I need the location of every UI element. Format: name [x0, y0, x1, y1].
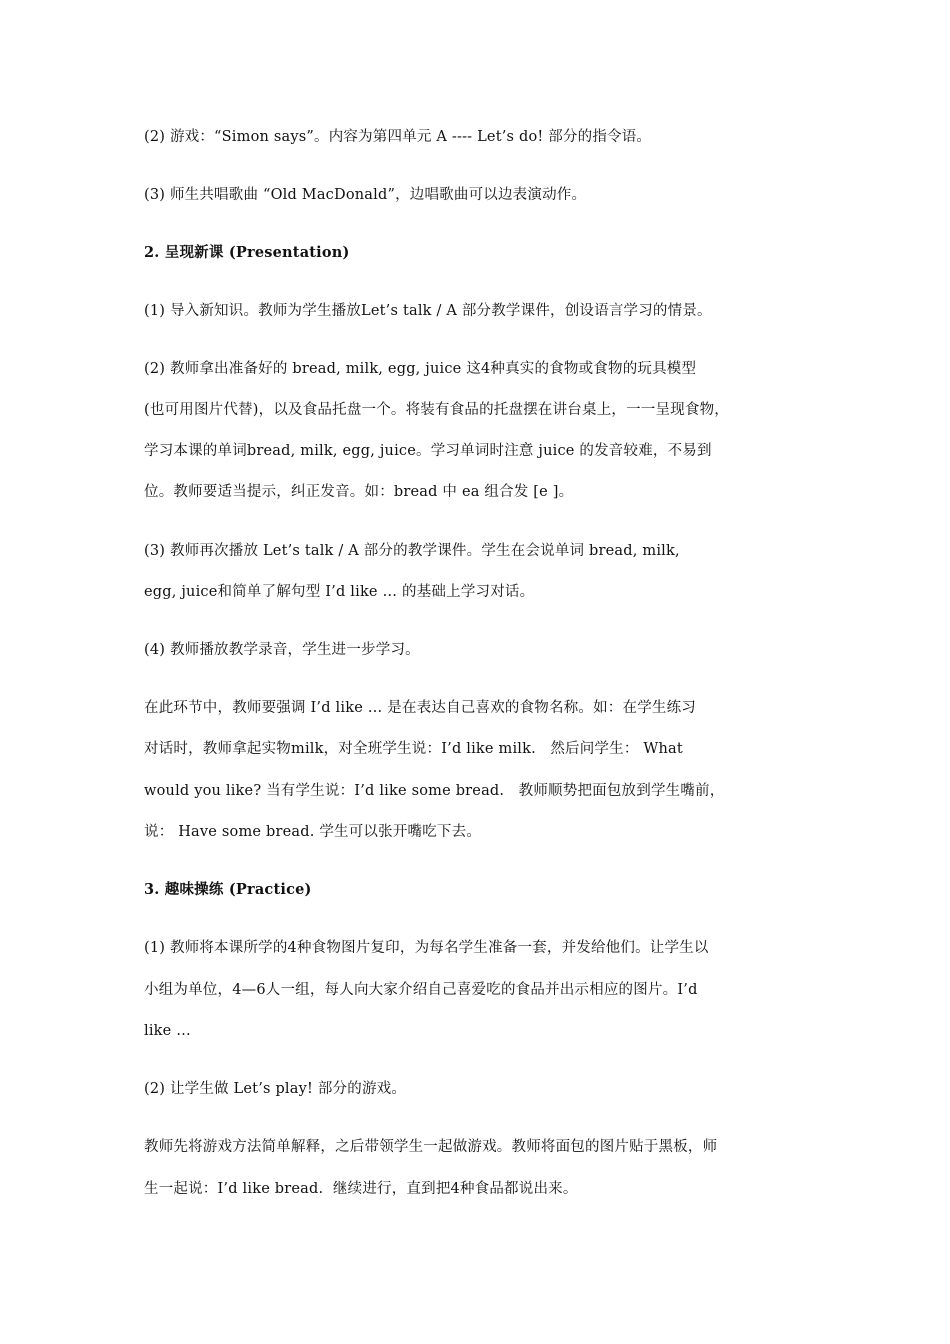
emphasis-paragraph-line-1: 在此环节中，教师要强调 I’d like … 是在表达自己喜欢的食物名称。如：在学生练习 [144, 700, 696, 716]
presentation-step-3-line-1: (3) 教师再次播放 Let’s talk / A 部分的教学课件。学生在会说单词 bread, milk, [144, 543, 680, 559]
activity-song: (3) 师生共唱歌曲 “Old MacDonald”，边唱歌曲可以边表演动作。 [144, 187, 587, 203]
presentation-step-2-line-2: (也可用图片代替)，以及食品托盘一个。将装有食品的托盘摆在讲台桌上，一一呈现食物， [144, 402, 730, 418]
presentation-step-3-line-2: egg, juice和简单了解句型 I’d like … 的基础上学习对话。 [144, 584, 535, 600]
activity-simon-says: (2) 游戏：“Simon says”。内容为第四单元 A ---- Let’s do! 部分的指令语。 [144, 129, 652, 145]
emphasis-paragraph-line-4: 说： Have some bread. 学生可以张开嘴吃下去。 [144, 824, 482, 840]
section-heading-practice: 3. 趣味操练 (Practice) [144, 881, 312, 898]
emphasis-paragraph-line-2: 对话时，教师拿起实物milk，对全班学生说：I’d like milk. 然后问学生： What [144, 741, 683, 757]
emphasis-paragraph-line-3: would you like? 当有学生说：I’d like some bread. 教师顺势把面包放到学生嘴前， [144, 783, 725, 799]
game-paragraph-line-2: 生一起说：I’d like bread. 继续进行，直到把4种食品都说出来。 [144, 1181, 578, 1197]
presentation-step-2-line-3: 学习本课的单词bread, milk, egg, juice。学习单词时注意 juice 的发音较难，不易到 [144, 443, 712, 459]
presentation-step-2-line-4: 位。教师要适当提示，纠正发音。如：bread 中 ea 组合发 [e ]。 [144, 484, 574, 500]
presentation-step-1: (1) 导入新知识。教师为学生播放Let’s talk / A 部分教学课件，创设语言学习的情景。 [144, 303, 712, 319]
practice-step-1-line-2: 小组为单位，4—6人一组，每人向大家介绍自己喜爱吃的食品并出示相应的图片。I’d [144, 982, 698, 998]
section-heading-presentation: 2. 呈现新课 (Presentation) [144, 244, 350, 261]
presentation-step-4: (4) 教师播放教学录音，学生进一步学习。 [144, 642, 420, 658]
presentation-step-2-line-1: (2) 教师拿出准备好的 bread, milk, egg, juice 这4种真实的食物或食物的玩具模型 [144, 361, 697, 377]
practice-step-1-line-1: (1) 教师将本课所学的4种食物图片复印，为每名学生准备一套，并发给他们。让学生以 [144, 940, 709, 956]
practice-step-1-line-3: like … [144, 1023, 191, 1039]
game-paragraph-line-1: 教师先将游戏方法简单解释，之后带领学生一起做游戏。教师将面包的图片贴于黑板，师 [144, 1139, 718, 1155]
practice-step-2: (2) 让学生做 Let’s play! 部分的游戏。 [144, 1081, 407, 1097]
